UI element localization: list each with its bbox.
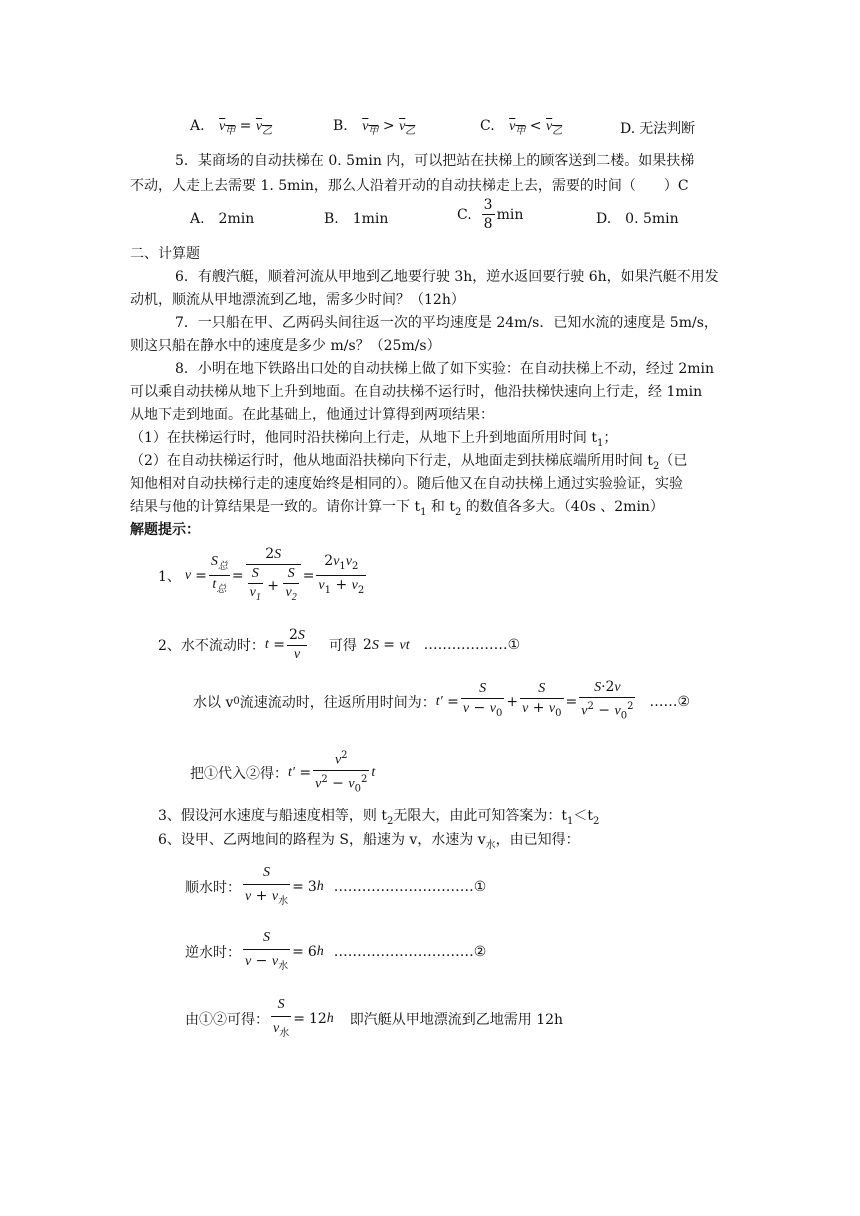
hint3-text: 3、假设河水速度与船速度相等，则 t: [158, 808, 387, 824]
hint3-text-b: 无限大，由此可知答案为：t: [393, 808, 567, 824]
hint3-text-c: ＜t: [573, 808, 594, 824]
q4-c-label: C.: [480, 118, 495, 134]
q4-a-sub-jia: 甲: [225, 125, 236, 137]
result-sub-shui: 水: [279, 1027, 290, 1039]
q8-line1: 8．小明在地下铁路出口处的自动扶梯上做了如下实验：在自动扶梯上不动，经过 2min: [175, 361, 715, 377]
q8-line3: 从地下走到地面。在此基础上，他通过计算得到两项结果：: [130, 407, 494, 423]
q5-line2: 不动，人走上去需要 1. 5min，那么人沿着开动的自动扶梯走上去，需要的时间（ ）C: [130, 178, 689, 194]
hint2-line3: 把①代入②得： t′ = $\frac{v^2}{v^2 - v_0^2}$ t: [190, 747, 375, 798]
q4-option-a: A. $v_甲 = v_乙$: [190, 118, 273, 137]
q5-option-c: [457, 196, 523, 233]
down-sub-shui: 水: [278, 895, 289, 907]
result-value: 12: [308, 1011, 327, 1028]
hint6-line: [158, 829, 580, 851]
q4-options-row: [0, 112, 860, 142]
downstream-label: 顺水时：: [185, 880, 241, 897]
hint2-line1: 2、水不流动时： t = $\frac{2S}{v}$ 可得 2S = vt ………………①: [158, 627, 521, 662]
q5-c-den: 8: [483, 216, 493, 232]
q4-b-label: B.: [333, 118, 348, 134]
hint1-frac3: $\frac{2v_1v_2}{v_1 + v_2}$: [318, 552, 365, 597]
q6-line1: 6．有艘汽艇，顺着河流从甲地到乙地要行驶 3h，逆水返回要行驶 6h，如果汽艇不用发: [175, 269, 719, 285]
hint2-c-text: 把①代入②得：: [190, 765, 288, 782]
hint2-b-text2: 流速流动时，往返所用时间为：: [239, 694, 436, 711]
q4-d-text: 无法判断: [639, 121, 696, 137]
q4-option-c: C. $v_甲 < v_乙$: [480, 118, 563, 137]
upstream-dots: …………………………②: [333, 944, 487, 961]
hints-title: 解题提示：: [130, 522, 200, 538]
q8-line4: （1）在扶梯运行时，他同时沿扶梯向上行走，从地下上升到地面所用时间 $t_1$；: [130, 430, 618, 449]
q4-a-sub-yi: 乙: [262, 125, 273, 137]
q7-line2: 则这只船在静水中的速度是多少 m/s？（25m/s）: [130, 338, 441, 354]
result-eq: 由①②可得： $\frac{S}{v_水}$ = 12 h 即汽艇从甲地漂流到乙地需用 12h: [185, 994, 563, 1045]
q4-a-label: A.: [190, 118, 205, 134]
q5-c-label: C.: [457, 206, 472, 223]
q8-line7: 结果与他的计算结果是一致的。请你计算一下 $t_1$ 和 $t_2$ 的数值各多大。（40s 、2min）: [130, 499, 664, 518]
hint6-text: 6、设甲、乙两地间的路程为 S，船速为 v，水速为 v: [158, 832, 486, 848]
q4-b-sub-jia: 甲: [368, 125, 379, 137]
q8-line7b: 和 t: [426, 499, 455, 515]
hint2-label: 2、水不流动时：: [158, 638, 265, 654]
hint2-b-text: 水以 v: [193, 694, 234, 711]
hint1-sub-zong-1: 总: [217, 560, 228, 572]
q4-d-label: D.: [620, 121, 636, 137]
hint3-line: 3、假设河水速度与船速度相等，则 $t_2$无限大，由此可知答案为：$t_1<t_2$: [158, 808, 600, 827]
hint2-dots: ………………①: [423, 637, 521, 653]
up-value: 6: [307, 944, 317, 961]
q5-option-a: A. 2min: [190, 211, 255, 227]
result-tail: 即汽艇从甲地漂流到乙地需用 12h: [349, 1012, 564, 1029]
hint2-then: 可得: [328, 638, 357, 654]
q8-line5: （2）在自动扶梯运行时，他从地面沿扶梯向下行走，从地面走到扶梯底端所用时间 $t_2$（已: [130, 453, 688, 472]
upstream-eq: 逆水时： $\frac{S}{v - v_水}$ = 6 h …………………………②: [185, 927, 486, 978]
hint1-label: 1、: [158, 568, 181, 585]
q5-c-num: 3: [483, 197, 493, 213]
q8-line6: 知他相对自动扶梯行走的速度始终是相同的）。随后他又在自动扶梯上通过实验验证，实验: [130, 476, 683, 492]
q8-line5-tail: （已: [659, 453, 688, 469]
hint1-sub-zong-2: 总: [216, 584, 227, 596]
q8-line7a: 结果与他的计算结果是一致的。请你计算一下 t: [130, 499, 421, 515]
q4-b-sub-yi: 乙: [405, 125, 416, 137]
q4-c-sub-yi: 乙: [552, 125, 563, 137]
hint6-tail: ，由已知得：: [495, 832, 580, 848]
q5-c-unit: min: [496, 206, 524, 223]
up-sub-shui: 水: [278, 960, 289, 972]
hint2-line2: 水以 v 0 流速流动时，往返所用时间为： t′ = $\frac{S}{v - v_0}$ + $\frac{S}{v + v_0}$ = $\frac{S\cdot 2v}{v^2 - v_0^2}$ ……②: [193, 679, 691, 722]
section2-title: 二、计算题: [130, 246, 200, 262]
hint2-b-dots: ……②: [649, 693, 691, 710]
q4-option-d: [620, 118, 695, 138]
q8-line2: 可以乘自动扶梯从地下上升到地面。在自动扶梯不运行时，他沿扶梯快速向上行走，经 1min: [130, 384, 703, 400]
hint1-frac1: $\frac{S_总}{t_总}$: [210, 553, 228, 596]
q8-line4-text: （1）在扶梯运行时，他同时沿扶梯向上行走，从地下上升到地面所用时间 t: [130, 430, 597, 446]
down-value: 3: [307, 879, 317, 896]
result-label: 由①②可得：: [185, 1012, 269, 1029]
q7-line1: 7．一只船在甲、乙两码头间往返一次的平均速度是 24m/s．已知水流的速度是 5m/s，: [175, 315, 718, 331]
hint1-formula: 1、 v = $\frac{S_总}{t_总}$ = 2S $\frac{S}{v_1}$ + $\frac{S}{v_2}$ = $\frac{2v_1v_2}{v_1 + v_2}$: [158, 545, 368, 607]
q5-option-d: D. 0. 5min: [596, 211, 679, 227]
hint6-sub: 水: [485, 839, 496, 851]
q4-c-sub-jia: 甲: [515, 125, 526, 137]
upstream-label: 逆水时：: [185, 945, 241, 962]
q5-options-row: [0, 196, 860, 236]
q8-line7c: 的数值各多大。（40s 、2min）: [461, 499, 664, 515]
downstream-dots: …………………………①: [333, 879, 487, 896]
downstream-eq: 顺水时： $\frac{S}{v + v_水}$ = 3 h …………………………①: [185, 862, 486, 913]
q5-line1: 5．某商场的自动扶梯在 0. 5min 内，可以把站在扶梯上的顾客送到二楼。如果扶梯: [175, 153, 695, 169]
q5-option-b: B. 1min: [324, 211, 389, 227]
q5-c-fraction: [482, 196, 495, 233]
q4-option-b: B. $v_甲 > v_乙$: [333, 118, 416, 137]
q8-line5-text: （2）在自动扶梯运行时，他从地面沿扶梯向下行走，从地面走到扶梯底端所用时间 t: [130, 453, 653, 469]
hint1-frac2: 2S $\frac{S}{v_1}$ + $\frac{S}{v_2}$: [246, 545, 301, 607]
q6-line2: 动机，顺流从甲地漂流到乙地，需多少时间？（12h）: [130, 292, 465, 308]
